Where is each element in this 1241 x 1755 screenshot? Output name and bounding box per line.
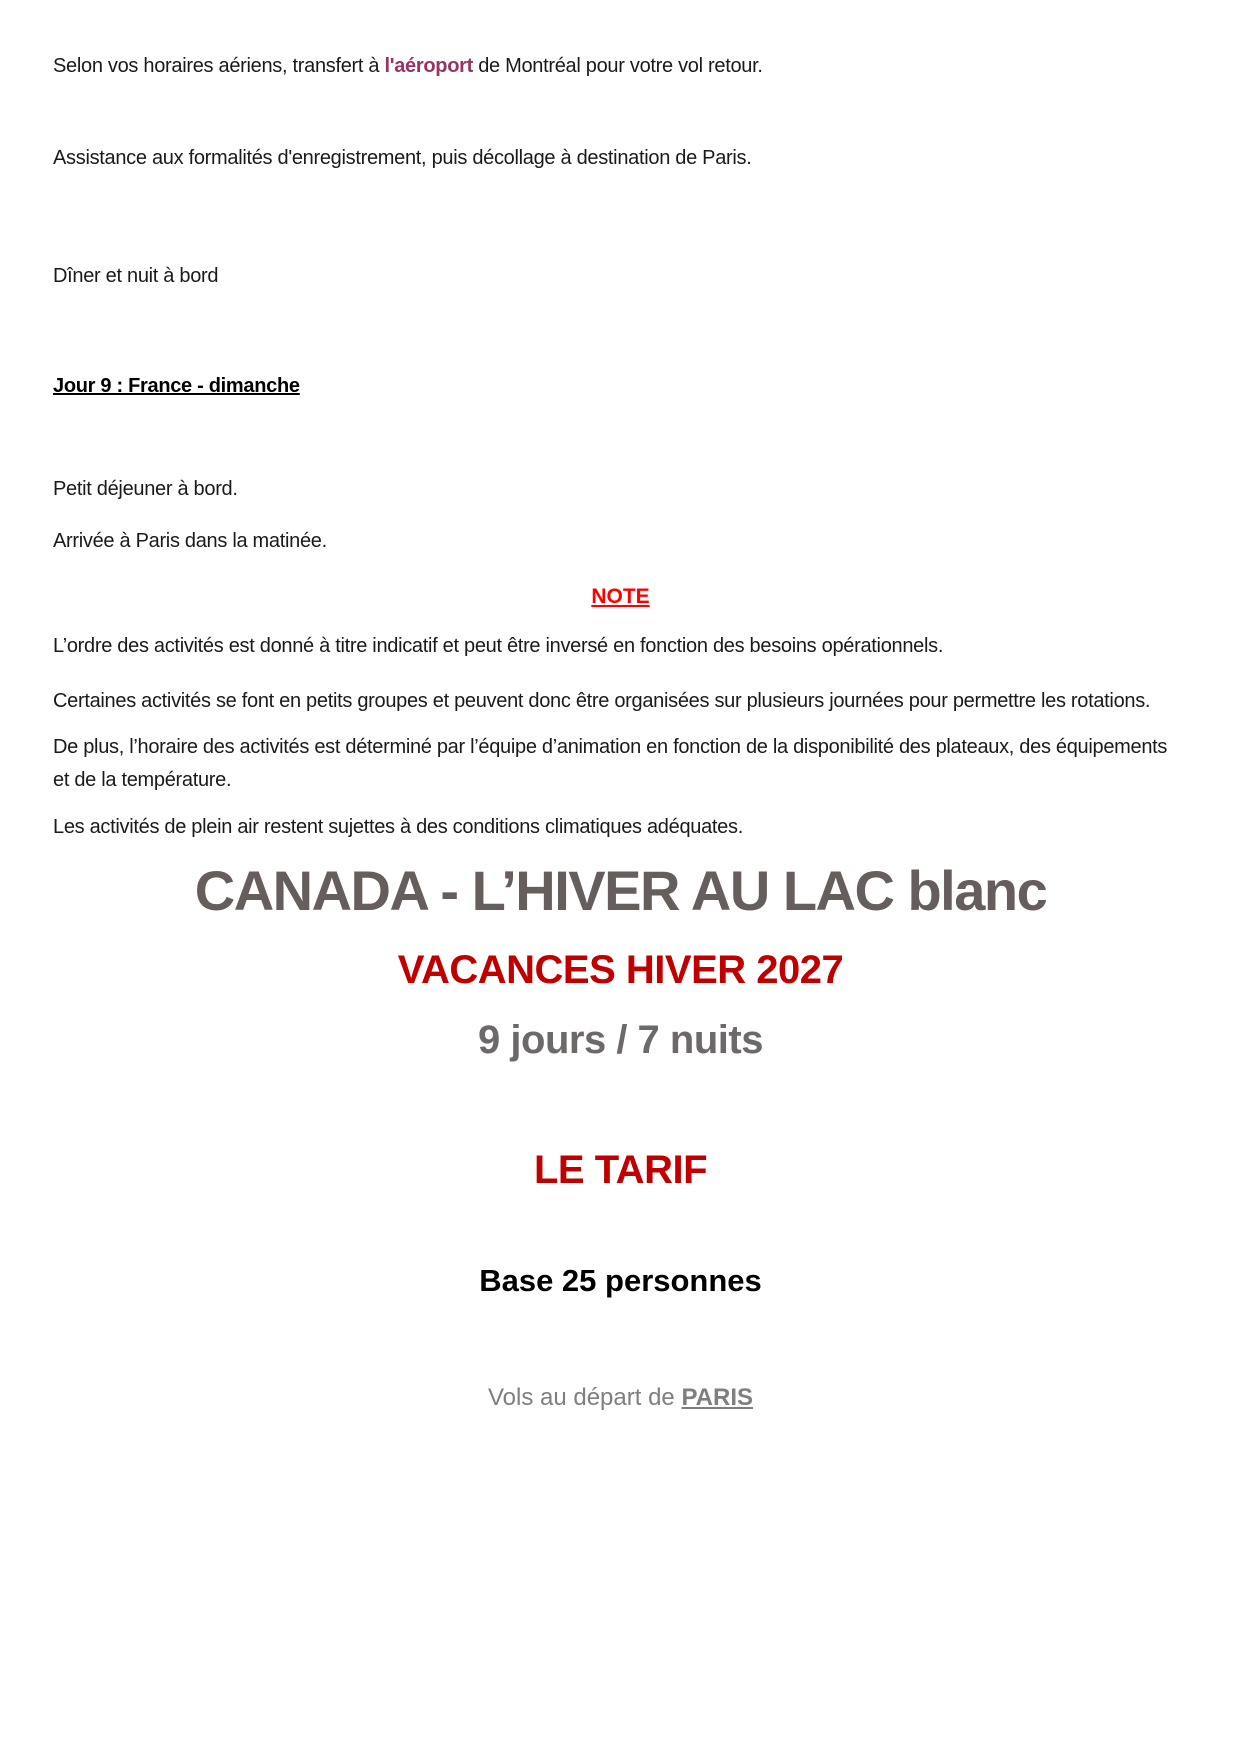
duration-title: 9 jours / 7 nuits: [478, 1018, 763, 1062]
paragraph-petit-dejeuner: Petit déjeuner à bord.: [53, 478, 238, 500]
vols-depart-line: [53, 1381, 1188, 1415]
paragraph-transfer: [53, 50, 1188, 83]
season-title: VACANCES HIVER 2027: [397, 948, 844, 992]
base-personnes-title: Base 25 personnes: [479, 1263, 762, 1298]
note-paragraph-3: De plus, l’horaire des activités est déterminé par l’équipe d’animation en fonction de la disponibilité des plateaux, des équipements et de la température.: [53, 736, 1168, 791]
paragraph-assistance: Assistance aux formalités d'enregistrement, puis décollage à destination de Paris.: [53, 147, 752, 169]
paragraph-arrivee: Arrivée à Paris dans la matinée.: [53, 530, 327, 552]
note-paragraph-2: Certaines activités se font en petits groupes et peuvent donc être organisées sur plusieurs journées pour permettre les rotations.: [53, 690, 1151, 712]
vols-prefix-text: Vols au départ de: [487, 1384, 682, 1411]
vols-city-text: PARIS: [681, 1384, 754, 1411]
day9-heading: Jour 9 : France - dimanche: [53, 375, 300, 397]
tarif-heading: LE TARIF: [533, 1148, 707, 1192]
transfer-prefix-text: Selon vos horaires aériens, transfert à: [53, 55, 385, 77]
note-paragraph-4: Les activités de plein air restent sujettes à des conditions climatiques adéquates.: [53, 816, 743, 838]
note-heading: NOTE: [591, 585, 650, 608]
note-paragraph-1: L’ordre des activités est donné à titre indicatif et peut être inversé en fonction des besoins opérationnels.: [53, 635, 944, 657]
transfer-suffix-text: de Montréal pour votre vol retour.: [472, 55, 763, 77]
paragraph-diner: Dîner et nuit à bord: [53, 265, 219, 287]
main-title: CANADA - L’HIVER AU LAC blanc: [194, 859, 1047, 922]
airport-highlight-text: l'aéroport: [384, 55, 473, 77]
